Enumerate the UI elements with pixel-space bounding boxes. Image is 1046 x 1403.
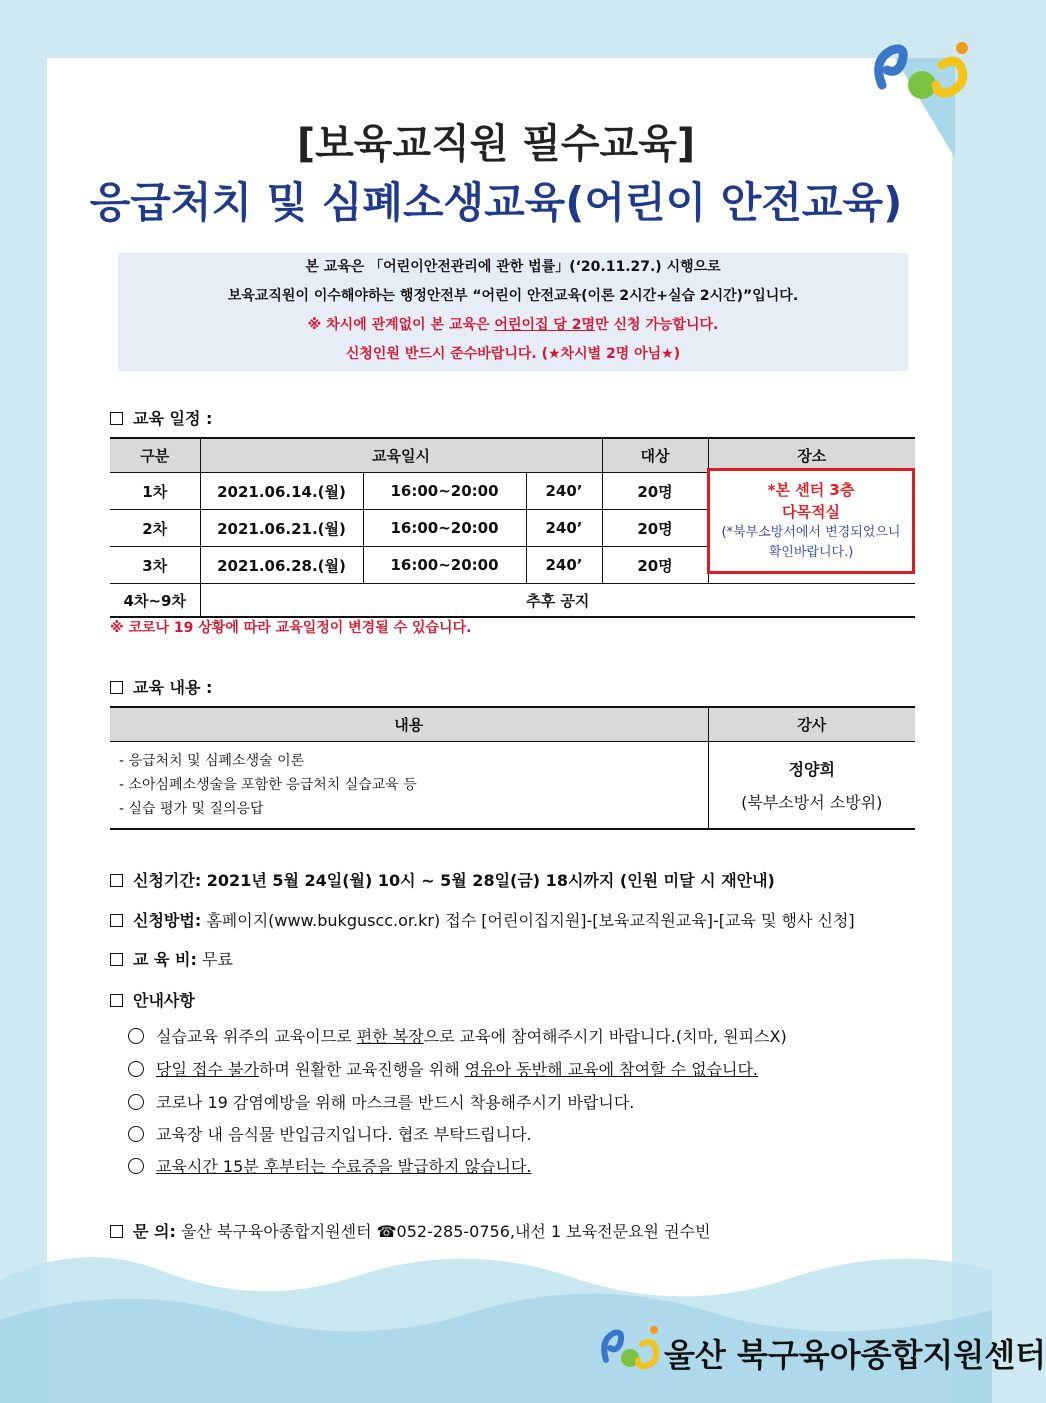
session-target: 20명 [602, 473, 708, 510]
footer-org-name: 울산 북구육아종합지원센터 [664, 1336, 1046, 1374]
checkbox-square-icon [110, 1225, 123, 1238]
content-heading-text: 교육 내용 : [133, 678, 213, 697]
lecturer-cell [708, 742, 915, 830]
circle-bullet-icon [128, 1061, 144, 1077]
notice-line-3-post: 만 신청 가능합니다. [595, 317, 719, 333]
place-sub [710, 523, 912, 563]
header-lecturer: 강사 [708, 707, 915, 742]
circle-bullet-icon [128, 1126, 144, 1142]
lecturer-org: (북부소방서 소방위) [741, 793, 883, 812]
apply-period [110, 868, 775, 891]
notice-box [118, 253, 908, 371]
place-main-line-2: 다목적실 [782, 503, 840, 521]
session-minutes: 240’ [526, 510, 602, 547]
guide-text: 하며 원활한 교육진행을 위해 [258, 1060, 465, 1079]
session-target: 20명 [602, 547, 708, 584]
session-time: 16:00~20:00 [363, 473, 526, 510]
guide-item-2 [128, 1057, 758, 1080]
notice-line-3-pre: ※ 차시에 관계없이 본 교육은 [307, 317, 495, 333]
list-item: - 소아심폐소생술을 포함한 응급처치 실습교육 등 [119, 777, 417, 793]
apply-method-label: 신청방법: [133, 911, 202, 930]
contact-label: 문 의: [133, 1222, 176, 1241]
header-division: 구분 [110, 438, 200, 473]
circle-bullet-icon [128, 1028, 144, 1044]
center-logo-icon [862, 30, 982, 110]
page-subtitle: 응급처치 및 심폐소생교육(어린이 안전교육) [89, 178, 903, 227]
fee-text: 무료 [196, 950, 233, 969]
guide-item-4 [128, 1122, 532, 1145]
list-item: - 응급처치 및 심폐소생술 이론 [119, 753, 305, 769]
notice-line-1: 본 교육은 「어린이안전관리에 관한 법률」(‘20.11.27.) 시행으로 [305, 259, 721, 275]
guide-text-underline: 당일 접수 불가 [156, 1060, 259, 1079]
header-place: 장소 [708, 438, 915, 473]
session-note: 추후 공지 [200, 584, 915, 618]
session-date: 2021.06.28.(월) [200, 547, 363, 584]
session-no: 3차 [110, 547, 200, 584]
place-sub-line-2: 확인바랍니다.) [768, 545, 854, 560]
session-date: 2021.06.21.(월) [200, 510, 363, 547]
header-content: 내용 [110, 707, 708, 742]
session-no: 1차 [110, 473, 200, 510]
guide-text: 실습교육 위주의 교육이므로 [156, 1027, 357, 1046]
notice-line-3-underline: 어린이집 당 2명 [494, 317, 596, 333]
header-target: 대상 [602, 438, 708, 473]
fee-label: 교 육 비: [133, 950, 197, 969]
page-title: [보육교직원 필수교육] [296, 121, 696, 167]
header-datetime: 교육일시 [200, 438, 602, 473]
checkbox-square-icon [110, 412, 123, 425]
checkbox-square-icon [110, 914, 123, 927]
table-row [110, 584, 915, 618]
session-time: 16:00~20:00 [363, 547, 526, 584]
table-row [110, 742, 915, 830]
guide-text: 코로나 19 감염예방을 위해 마스크를 반드시 착용해주시기 바랍니다. [156, 1093, 635, 1112]
guide-text-underline: 편한 복장 [356, 1027, 424, 1046]
notice-line-4: 신청인원 반드시 준수바랍니다. (★차시별 2명 아님★) [345, 346, 681, 362]
schedule-heading [110, 406, 212, 429]
footer-logo-icon [598, 1318, 662, 1378]
content-header-row [110, 707, 915, 742]
session-minutes: 240’ [526, 473, 602, 510]
session-no: 2차 [110, 510, 200, 547]
covid-note: ※ 코로나 19 상황에 따라 교육일정이 변경될 수 있습니다. [110, 620, 472, 636]
notice-line-3 [118, 311, 908, 340]
lecturer-name: 정양희 [788, 760, 835, 779]
content-heading [110, 675, 212, 698]
guide-text-underline: 영유아 동반해 교육에 참여할 수 없습니다. [464, 1060, 759, 1079]
session-date: 2021.06.14.(월) [200, 473, 363, 510]
apply-method [110, 908, 855, 931]
content-table [110, 706, 915, 830]
contact [110, 1219, 710, 1242]
guide-item-1 [128, 1024, 787, 1047]
checkbox-square-icon [110, 994, 123, 1007]
fee [110, 947, 233, 970]
session-target: 20명 [602, 510, 708, 547]
place-highlight-box [707, 468, 915, 574]
checkbox-square-icon [110, 953, 123, 966]
content-items [110, 742, 708, 830]
guide-item-3 [128, 1090, 634, 1113]
place-sub-line-1: (*북부소방서에서 변경되었으니 [721, 525, 901, 540]
guide-text: 교육장 내 음식물 반입금지입니다. 협조 부탁드립니다. [156, 1125, 532, 1144]
contact-text: 울산 북구육아종합지원센터 ☎052-285-0756,내선 1 보육전문요원 권수빈 [175, 1222, 711, 1241]
apply-period-text: 신청기간: 2021년 5월 24일(월) 10시 ~ 5월 28일(금) 18시까지 (인원 미달 시 재안내) [133, 871, 775, 890]
footer-logo [598, 1318, 1046, 1378]
guide-heading-text: 안내사항 [133, 991, 195, 1010]
circle-bullet-icon [128, 1094, 144, 1110]
schedule-heading-text: 교육 일정 : [133, 409, 213, 428]
list-item: - 실습 평가 및 질의응답 [119, 801, 264, 817]
apply-method-text: 홈페이지(www.bukguscc.or.kr) 접수 [어린이집지원]-[보육교직원교육]-[교육 및 행사 신청] [201, 911, 855, 930]
session-no: 4차~9차 [110, 584, 200, 618]
checkbox-square-icon [110, 681, 123, 694]
notice-line-2: 보육교직원이 이수해야하는 행정안전부 “어린이 안전교육(이론 2시간+실습 2시간)”입니다. [227, 288, 799, 304]
guide-text-underline: 교육시간 15분 후부터는 수료증을 발급하지 않습니다. [156, 1157, 532, 1176]
circle-bullet-icon [128, 1158, 144, 1174]
checkbox-square-icon [110, 874, 123, 887]
session-minutes: 240’ [526, 547, 602, 584]
guide-item-5 [128, 1154, 531, 1177]
place-main-line-1: *본 센터 3층 [767, 481, 855, 499]
guide-text: 으로 교육에 참여해주시기 바랍니다.(치마, 원피스X) [423, 1027, 787, 1046]
session-time: 16:00~20:00 [363, 510, 526, 547]
guide-heading [110, 988, 195, 1011]
place-main [710, 479, 912, 523]
